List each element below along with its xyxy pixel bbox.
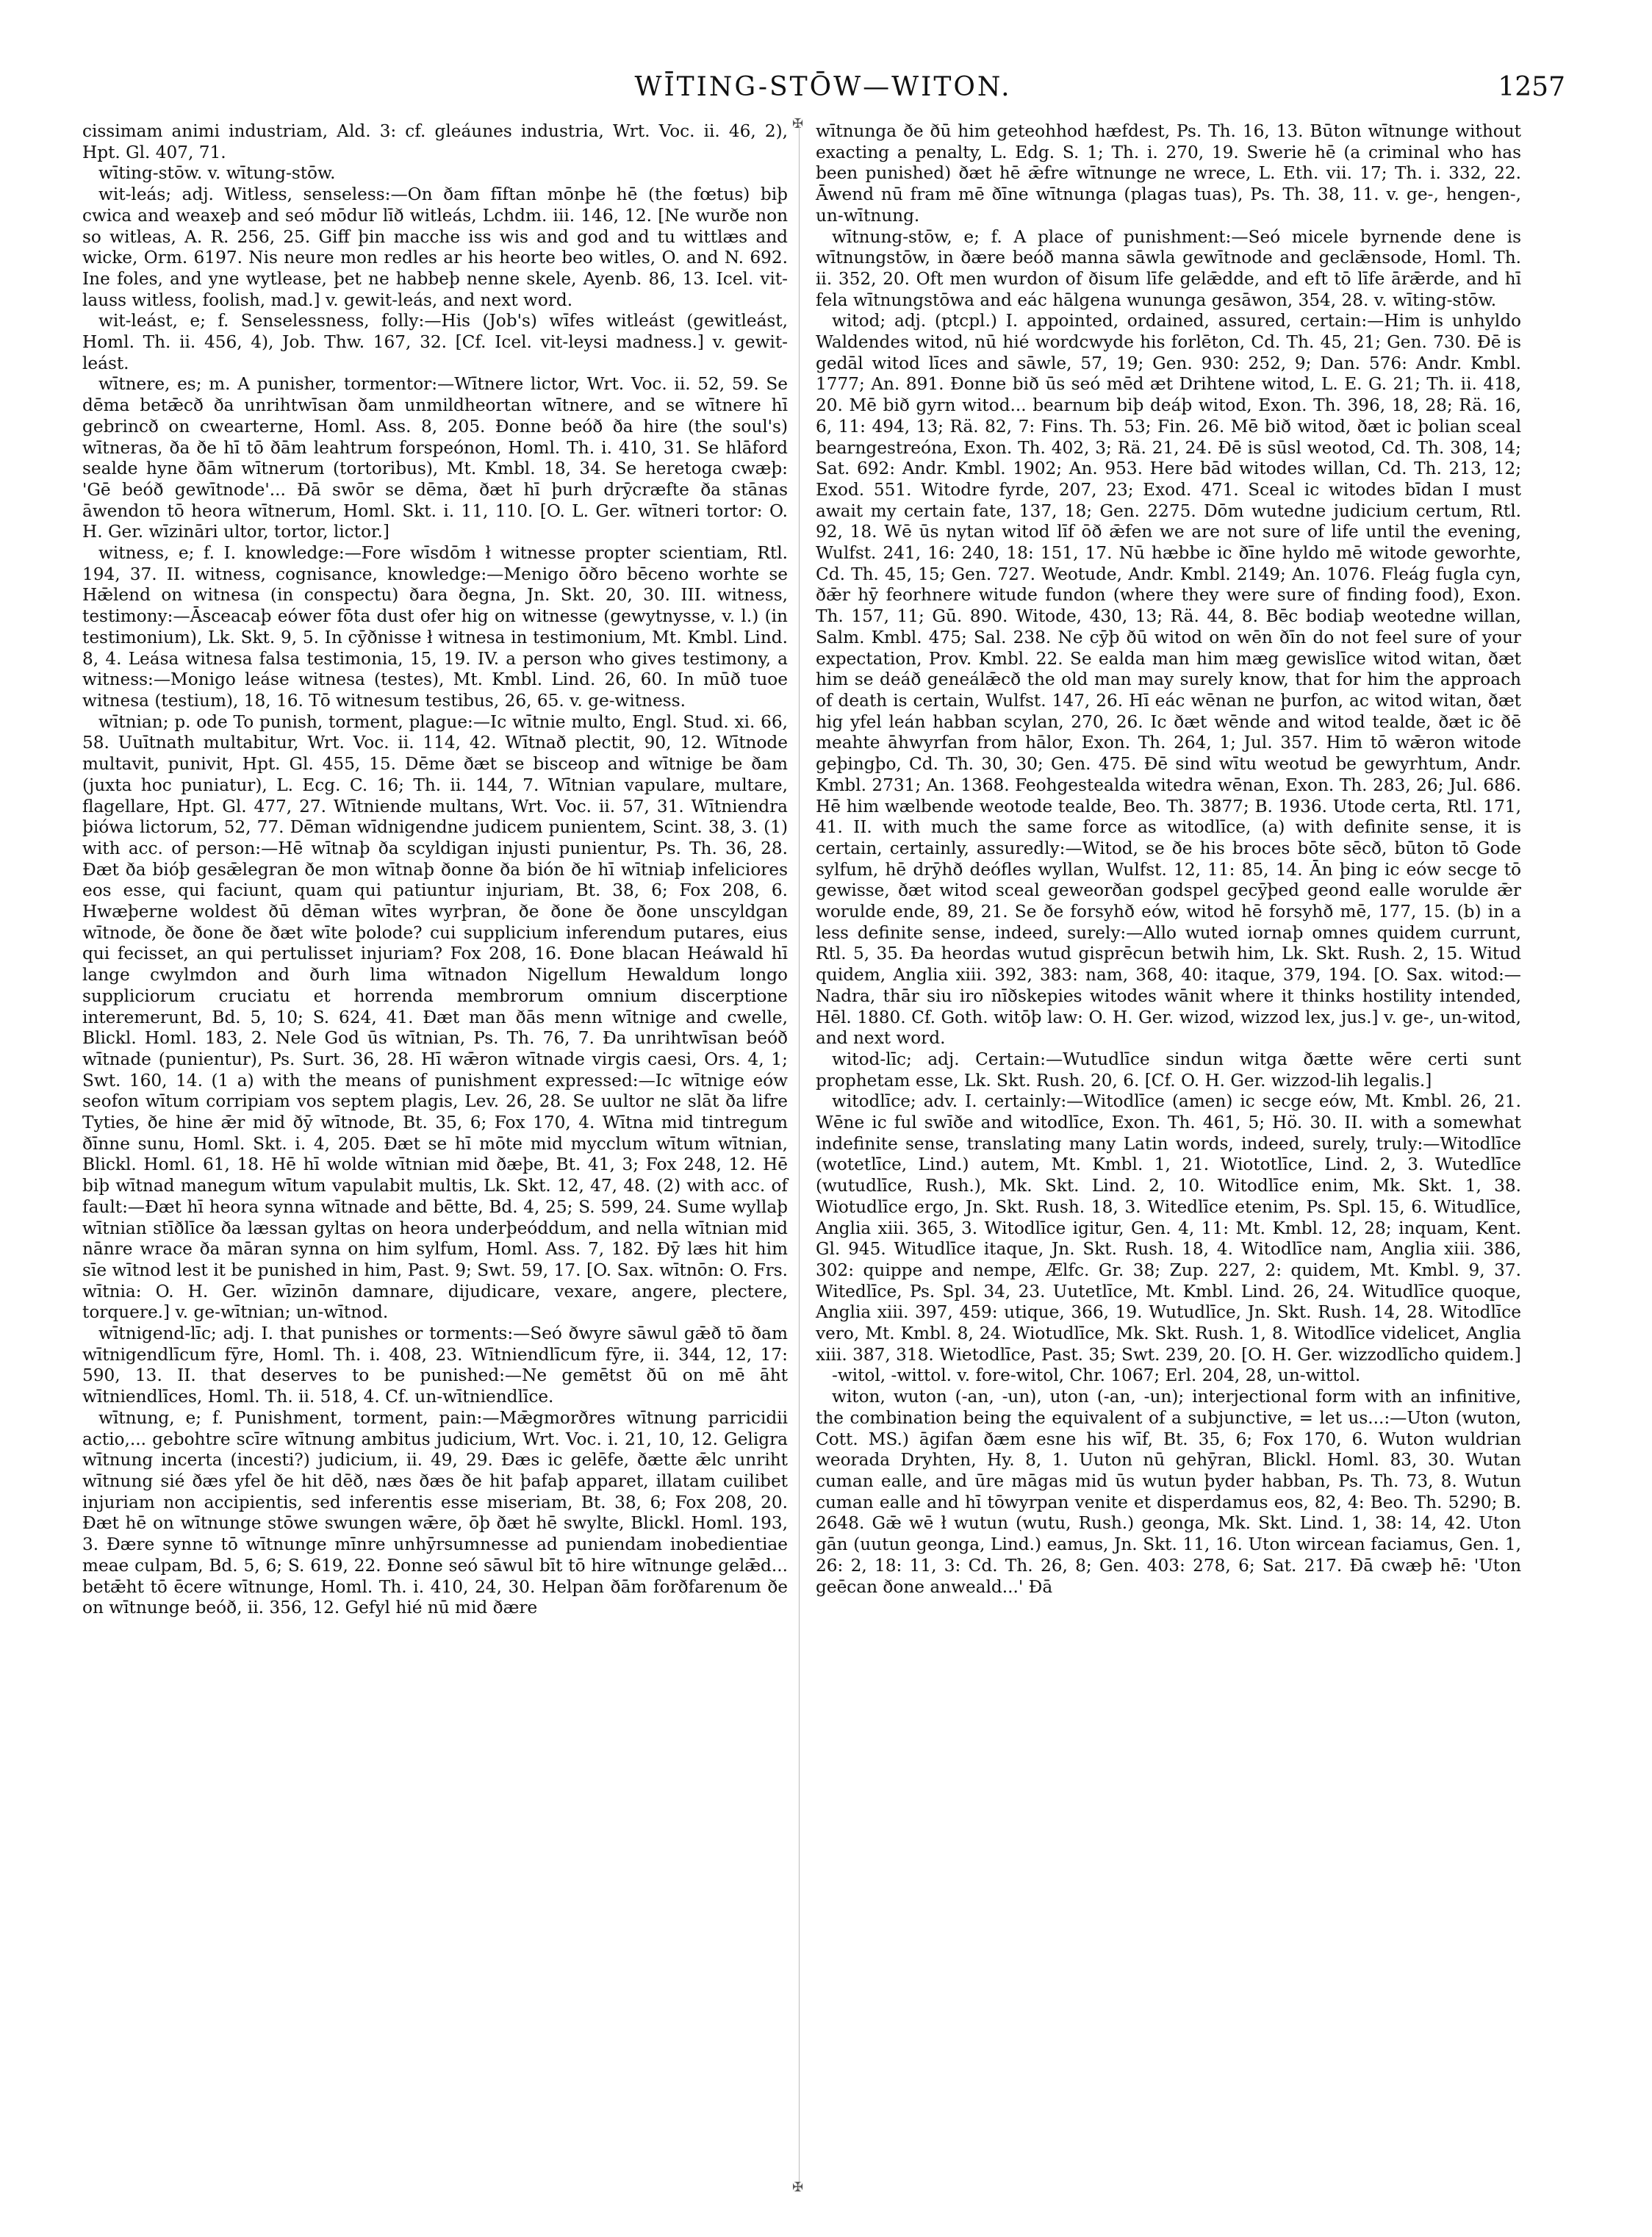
entry-witodlice: witodlīce; adv. I. certainly:—Witodlīce (amen) ic secge eów, Mt. Kmbl. 26, 21. Wēne ic ful swīðe and witodlīce, Exon. Th. 461, 5; Hö. 30. II. with a somewhat indefinite sense, translating many Latin words, indeed, surely, truly:—Witodlīce (wotetlīce, Lind.) autem, Mt. Kmbl. 1, 21. Wiototlīce, Lind. 2, 3. Wutedlīce (wutudlīce, Rush.), Mk. Skt. Lind. 2, 10. Witodlīce enim, Mk. Skt. 1, 38. Wiotudlīce ergo, Jn. Skt. Rush. 18, 3. Witedlīce etenim, Ps. Spl. 15, 6. Witudlīce, Anglia xiii. 365, 3. Witodlīce igitur, Gen. 4, 11: Mt. Kmbl. 12, 28; inquam, Kent. Gl. 945. Witudlīce itaque, Jn. Skt. Rush. 18, 4. Witodlīce nam, Anglia xiii. 386, 302: quippe and nempe, Ælfc. Gr. 38; Zup. 227, 2: quidem, Mt. Kmbl. 9, 37. Witedlīce, Ps. Spl. 34, 23. Uutetlīce, Mt. Kmbl. Lind. 26, 24. Witudlīce quoque, Anglia xiii. 397, 459: utique, 366, 19. Wutudlīce, Jn. Skt. Rush. 14, 28. Witodlīce vero, Mt. Kmbl. 8, 24. Wiotudlīce, Mk. Skt. Rush. 1, 8. Witodlīce videlicet, Anglia xiii. 387, 318. Wietodlīce, Past. 35; Swt. 239, 20. [O. H. Ger. wizzodlīcho quidem.] xyxy=(816,1091,1521,1365)
entry-witnigend-lic: wītnigend-līc; adj. I. that punishes or torments:—Seó ðwyre sāwul gǣð tō ðam wītnigendlīcum fȳre, Homl. Th. i. 408, 23. Wītniendlīcum fȳre, ii. 344, 12, 17: 590, 13. II. that deserves to be punished:—Ne gemētst ðū on mē āht wītniendlīces, Homl. Th. ii. 518, 4. Cf. un-wītniendlīce. xyxy=(82,1324,788,1407)
page-number: 1257 xyxy=(1498,72,1565,102)
entry-witnere: wītnere, es; m. A punisher, tormentor:—Wītnere lictor, Wrt. Voc. ii. 52, 59. Se dēma betǣcð ða unrihtwīsan ðam unmildheortan wītnere, and se wītnere hī gebrincð on cwearterne, Homl. Ass. 8, 205. Ðonne beóð ða hire (the soul's) wītneras, ða ðe hī tō ðām leahtrum forspeónon, Homl. Th. i. 410, 31. Se hlāford sealde hyne ðām wītnerum (tortoribus), Mt. Kmbl. 18, 34. Se heretoga cwæþ: 'Gē beóð gewītnode'... Ðā swōr se dēma, ðæt hī þurh drȳcræfte ða stānas āwendon tō heora wītnerum, Homl. Skt. i. 11, 110. [O. L. Ger. wītneri tortor: O. H. Ger. wīzināri ultor, tortor, lictor.] xyxy=(82,374,788,542)
entry-witnung-continued: wītnunga ðe ðū him geteohhod hæfdest, Ps. Th. 16, 13. Būton wītnunge without exacting a penalty, L. Edg. S. 1; Th. i. 270, 19. Swerie hē (a criminal who has been punished) ðæt hē ǣfre wītnunge ne wrece, L. Eth. vii. 17; Th. i. 332, 22. Āwend nū fram mē ðīne wītnunga (plagas tuas), Ps. Th. 38, 11. v. ge-, hengen-, un-wītnung. xyxy=(816,121,1521,226)
entry-wit-least: wit-leást, e; f. Senselessness, folly:—His (Job's) wīfes witleást (gewitleást, Homl. Th. ii. 456, 4), Job. Thw. 167, 32. [Cf. Icel. vit-leysi madness.] v. gewit-leást. xyxy=(82,311,788,373)
entry-witnian: wītnian; p. ode To punish, torment, plague:—Ic wītnie multo, Engl. Stud. xi. 66, 58. Uuītnath multabitur, Wrt. Voc. ii. 114, 42. Wītnað plectit, 90, 12. Wītnode multavit, punivit, Hpt. Gl. 455, 15. Dēme ðæt se bisceop and wītnige be ðam (juxta hoc puniatur), L. Ecg. C. 16; Th. ii. 144, 7. Wītnian vapulare, multare, flagellare, Hpt. Gl. 477, 27. Wītniende multans, Wrt. Voc. ii. 57, 31. Wītniendra þiówa lictorum, 52, 77. Dēman wīdnigendne judicem punientem, Scint. 38, 3. (1) with acc. of person:—Hē wītnaþ ða scyldigan injusti punientur, Ps. Th. 36, 28. Ðæt ða bióþ gesǣlegran ðe mon wītnaþ ðonne ða bión ðe hī wītniaþ infeliciores eos esse, qui faciunt, quam qui patiuntur injuriam, Bt. 38, 6; Fox 208, 6. Hwæþerne woldest ðū dēman wītes wyrþran, ðe ðone ðe ðone unscyldgan wītnode, ðe ðone ðe ðæt wīte þolode? cui supplicium inferendum putares, eius qui fecisset, an qui pertulisset injuriam? Fox 208, 16. Ðone blacan Heáwald hī lange cwylmdon and ðurh lima wītnadon Nigellum Hewaldum longo suppliciorum cruciatu et horrenda membrorum omnium discerptione interemerunt, Bd. 5, 10; S. 624, 41. Ðæt man ðās menn wītnige and cwelle, Blickl. Homl. 183, 2. Nele God ūs wītnian, Ps. Th. 76, 7. Ða unrihtwīsan beóð wītnade (punientur), Ps. Surt. 36, 28. Hī wǣron wītnade virgis caesi, Ors. 4, 1; Swt. 160, 14. (1 a) with the means of punishment expressed:—Ic wītnige eów seofon wītum corripiam vos septem plagis, Lev. 26, 28. Se uultor ne slāt ða lifre Tyties, ðe hine ǣr mid ðȳ wītnode, Bt. 35, 6; Fox 170, 4. Wītna mid tintregum ðīnne sunu, Homl. Skt. i. 4, 205. Ðæt se hī mōte mid mycclum wītum wītnian, Blickl. Homl. 61, 18. Hē hī wolde wītnian mid ðæþe, Bt. 41, 3; Fox 248, 12. Hē biþ wītnad manegum wītum vapulabit multis, Lk. Skt. 12, 47, 48. (2) with acc. of fault:—Ðæt hī heora synna wītnade and bētte, Bd. 4, 25; S. 599, 24. Sume wyllaþ wītnian stīðlīce ða læssan gyltas on heora underþeóddum, and nella wītnian mid nānre wrace ða māran synna on him sylfum, Homl. Ass. 7, 182. Ðȳ læs hit him sīe wītnod lest it be punished in him, Past. 9; Swt. 59, 17. [O. Sax. wītnōn: O. Frs. wītnia: O. H. Ger. wīzinōn damnare, dijudicare, vexare, angere, plectere, torquere.] v. ge-wītnian; un-wītnod. xyxy=(82,711,788,1323)
running-head: WĪTING-STŌW—WITON. xyxy=(634,72,1012,102)
column-ornament-bottom: ✠ xyxy=(792,2180,804,2195)
column-ornament-top: ✠ xyxy=(792,116,804,132)
entry-witod: witod; adj. (ptcpl.) I. appointed, ordained, assured, certain:—Him is unhyldo Waldendes witod, nū hié wordcwyde his forlēton, Cd. Th. 45, 21; Gen. 730. Ðē is gedāl witod līces and sāwle, 57, 19; Gen. 930: 252, 9; Dan. 576: Andr. Kmbl. 1777; An. 891. Ðonne bið ūs seó mēd æt Drihtene witod, L. E. G. 21; Th. ii. 418, 20. Mē bið gyrn witod... bearnum biþ deáþ witod, Exon. Th. 396, 18, 28; Rä. 16, 6, 11: 494, 13; Rä. 82, 7: Fins. Th. 53; Fin. 26. Mē bið witod, ðæt ic þolian sceal bearngestreóna, Exon. Th. 402, 3; Rä. 21, 24. Ðē is sūsl weotod, Cd. Th. 308, 14; Sat. 692: Andr. Kmbl. 1902; An. 953. Here bād witodes willan, Cd. Th. 213, 12; Exod. 551. Witodre fyrde, 207, 23; Exod. 471. Sceal ic witodes bīdan I must await my certain fate, 137, 18; Gen. 2275. Dōm wutedne judicium certum, Rtl. 92, 18. Wē ūs nytan witod līf ōð ǣfen we are not sure of life until the evening, Wulfst. 241, 16: 240, 18: 151, 17. Nū hæbbe ic ðīne hyldo mē witode geworhte, Cd. Th. 45, 15; Gen. 727. Weotude, Andr. Kmbl. 2149; An. 1076. Fleág fugla cyn, ðǣr hȳ feorhnere witude fundon (where they were sure of finding food), Exon. Th. 157, 11; Gū. 890. Witode, 430, 13; Rä. 44, 8. Bēc bodiaþ weotedne willan, Salm. Kmbl. 475; Sal. 238. Ne cȳþ ðū witod on wēn ðīn do not feel sure of your expectation, Prov. Kmbl. 22. Se ealda man him mæg gewislīce witod witan, ðæt him se deáð geneálǣcð the old man may surely know, that for him the approach of death is certain, Wulfst. 147, 26. Hī eác wēnan ne þurfon, ac witod witan, ðæt hig yfel leán habban scylan, 270, 26. Ic ðæt wēnde and witod tealde, ðæt ic ðē meahte āhwyrfan from hālor, Exon. Th. 264, 1; Jul. 357. Him tō wǣron witode geþingþo, Cd. Th. 30, 30; Gen. 475. Ðē sind wītu weotud be gewyrhtum, Andr. Kmbl. 2731; An. 1368. Feohgestealda witedra wēnan, Exon. Th. 283, 26; Jul. 686. Hē him wælbende weotode tealde, Beo. Th. 3877; B. 1936. Utode certa, Rtl. 171, 41. II. with much the same force as witodlīce, (a) with definite sense, it is certain, certainly, assuredly:—Witod, se ðe his broces bōte sēcð, būton tō Gode sylfum, hē drȳhð deófles wyllan, Wulfst. 12, 11: 85, 14. Ān þing ic eów secge tō gewisse, ðæt witod sceal geweorðan godspel gecȳþed geond ealle worulde ǣr worulde ende, 89, 21. Se ðe forsyhð eów, witod hē forsyhð mē, 177, 15. (b) in a less definite sense, indeed, surely:—Allo wuted iornaþ omnes quidem currunt, Rtl. 5, 35. Ða heordas wutud gisprēcun betwih him, Lk. Skt. Rush. 2, 15. Witud quidem, Anglia xiii. 392, 383: nam, 368, 40: itaque, 379, 194. [O. Sax. witod:—Nadra, thār siu iro nīðskepies witodes wānit where it thinks hostility intended, Hēl. 1880. Cf. Goth. witōþ law: O. H. Ger. wizod, wizzod lex, jus.] v. ge-, un-witod, and next word. xyxy=(816,311,1521,1049)
entry-witnung: wītnung, e; f. Punishment, torment, pain:—Mǣgmorðres wītnung parricidii actio,... gebohtre scīre wītnung ambitus judicium, Wrt. Voc. i. 21, 10, 12. Geligra wītnung incerta (incesti?) judicium, ii. 49, 29. Ðæs ic gelēfe, ðætte ǣlc unriht wītnung sié ðæs yfel ðe hit dēð, næs ðæs ðe hit þafaþ apparet, illatam cuilibet injuriam non accipientis, sed inferentis esse miseriam, Bt. 38, 6; Fox 208, 20. Ðæt hē on wītnunge stōwe swungen wǣre, ōþ ðæt hē swylte, Blickl. Homl. 193, 3. Ðære synne tō wītnunge mīnre unhȳrsumnesse ad puniendam inobedientiae meae culpam, Bd. 5, 6; S. 619, 22. Ðonne seó sāwul bīt tō hire wītnunge gelǣd... betǣht tō ēcere wītnunge, Homl. Th. i. 410, 24, 30. Helpan ðām forðfarenum ðe on wītnunge beóð, ii. 356, 12. Gefyl hié nū mid ðære xyxy=(82,1407,788,1618)
entry-witing-stow: wīting-stōw. v. wītung-stōw. xyxy=(98,163,336,184)
entry-witnung-stow: wītnung-stōw, e; f. A place of punishment:—Seó micele byrnende dene is wītnungstōw, in ðære beóð manna sāwla gewītnode and geclǣnsode, Homl. Th. ii. 352, 20. Oft men wurdon of ðisum līfe gelǣdde, and eft tō līfe ārǣrde, and hī fela wītnungstōwa and eác hālgena wununga gesāwon, 354, 28. v. wīting-stōw. xyxy=(816,226,1521,310)
entry-witod-lic: witod-līc; adj. Certain:—Wutudlīce sindun witga ðætte wēre certi sunt prophetam esse, Lk. Skt. Rush. 20, 6. [Cf. O. H. Ger. wizzod-lih legalis.] xyxy=(816,1049,1521,1091)
page-header xyxy=(81,72,1565,116)
column-divider xyxy=(799,125,800,2190)
entry-witness: witness, e; f. I. knowledge:—Fore wīsdōm ł witnesse propter scientiam, Rtl. 194, 37. II. witness, cognisance, knowledge:—Menigo ōðro bēceno worhte se Hǣlend on witnesa (in conspectu) ðara ðegna, Jn. Skt. 20, 30. III. witness, testimony:—Āsceacaþ eówer fōta dust ofer hig on witnesse (gewytnysse, v. l.) (in testimonium), Lk. Skt. 9, 5. In cȳðnisse ł witnesa in testimonium, Mt. Kmbl. Lind. 8, 4. Leása witnesa falsa testimonia, 15, 19. IV. a person who gives testimony, a witness:—Monigo leáse witnesa (testes), Mt. Kmbl. Lind. 26, 60. In mūð tuoe witnesa (testium), 18, 16. Tō witnesum testibus, 26, 65. v. ge-witness. xyxy=(82,543,788,711)
entry-witol: -witol, -wittol. v. fore-witol, Chr. 1067; Erl. 204, 28, un-wittol. xyxy=(832,1365,1361,1386)
entry-witon: witon, wuton (-an, -un), uton (-an, -un); interjectional form with an infinitive, the combination being the equivalent of a subjunctive, = let us...:—Uton (wuton, Cott. MS.) āgifan ðæm esne his wīf, Bt. 35, 6; Fox 170, 6. Wuton wuldrian weorada Dryhten, Hy. 8, 1. Uuton nū gehȳran, Blickl. Homl. 83, 30. Wutan cuman ealle, and ūre māgas mid ūs wutun þyder habban, Ps. Th. 73, 8. Wutun cuman ealle and hī tōwyrpan venite et disperdamus eos, 82, 4: Beo. Th. 5290; B. 2648. Gǣ wē ł wutun (wutu, Rush.) geonga, Mk. Skt. Lind. 1, 38: 14, 42. Uton gān (uutun geonga, Lind.) eamus, Jn. Skt. 11, 16. Uton wircean faciamus, Gen. 1, 26: 2, 18: 11, 3: Cd. Th. 26, 8; Gen. 403: 278, 6; Sat. 217. Ðā cwæþ hē: 'Uton geēcan ðone anweald...' Ðā xyxy=(816,1387,1521,1597)
right-column xyxy=(816,121,1521,1598)
entry-wit-leas: wit-leás; adj. Witless, senseless:—On ðam fīftan mōnþe hē (the fœtus) biþ cwica and weaxeþ and seó mōdur līð witleás, Lchdm. iii. 146, 12. [Ne wurðe non so witleas, A. R. 256, 25. Giff þin macche iss wis and god and tu wittlæs and wicke, Orm. 6197. Nis neure mon redles ar his heorte beo witles, O. and N. 692. Ine foles, and yne wytlease, þet ne habbeþ nenne skele, Ayenb. 86, 13. Icel. vit-lauss witless, foolish, mad.] v. gewit-leás, and next word. xyxy=(82,184,788,310)
entry-continuation: cissimam animi industriam, Ald. 3: cf. gleáunes industria, Wrt. Voc. ii. 46, 2), Hpt. Gl. 407, 71. xyxy=(82,121,788,162)
left-column xyxy=(82,121,788,1619)
